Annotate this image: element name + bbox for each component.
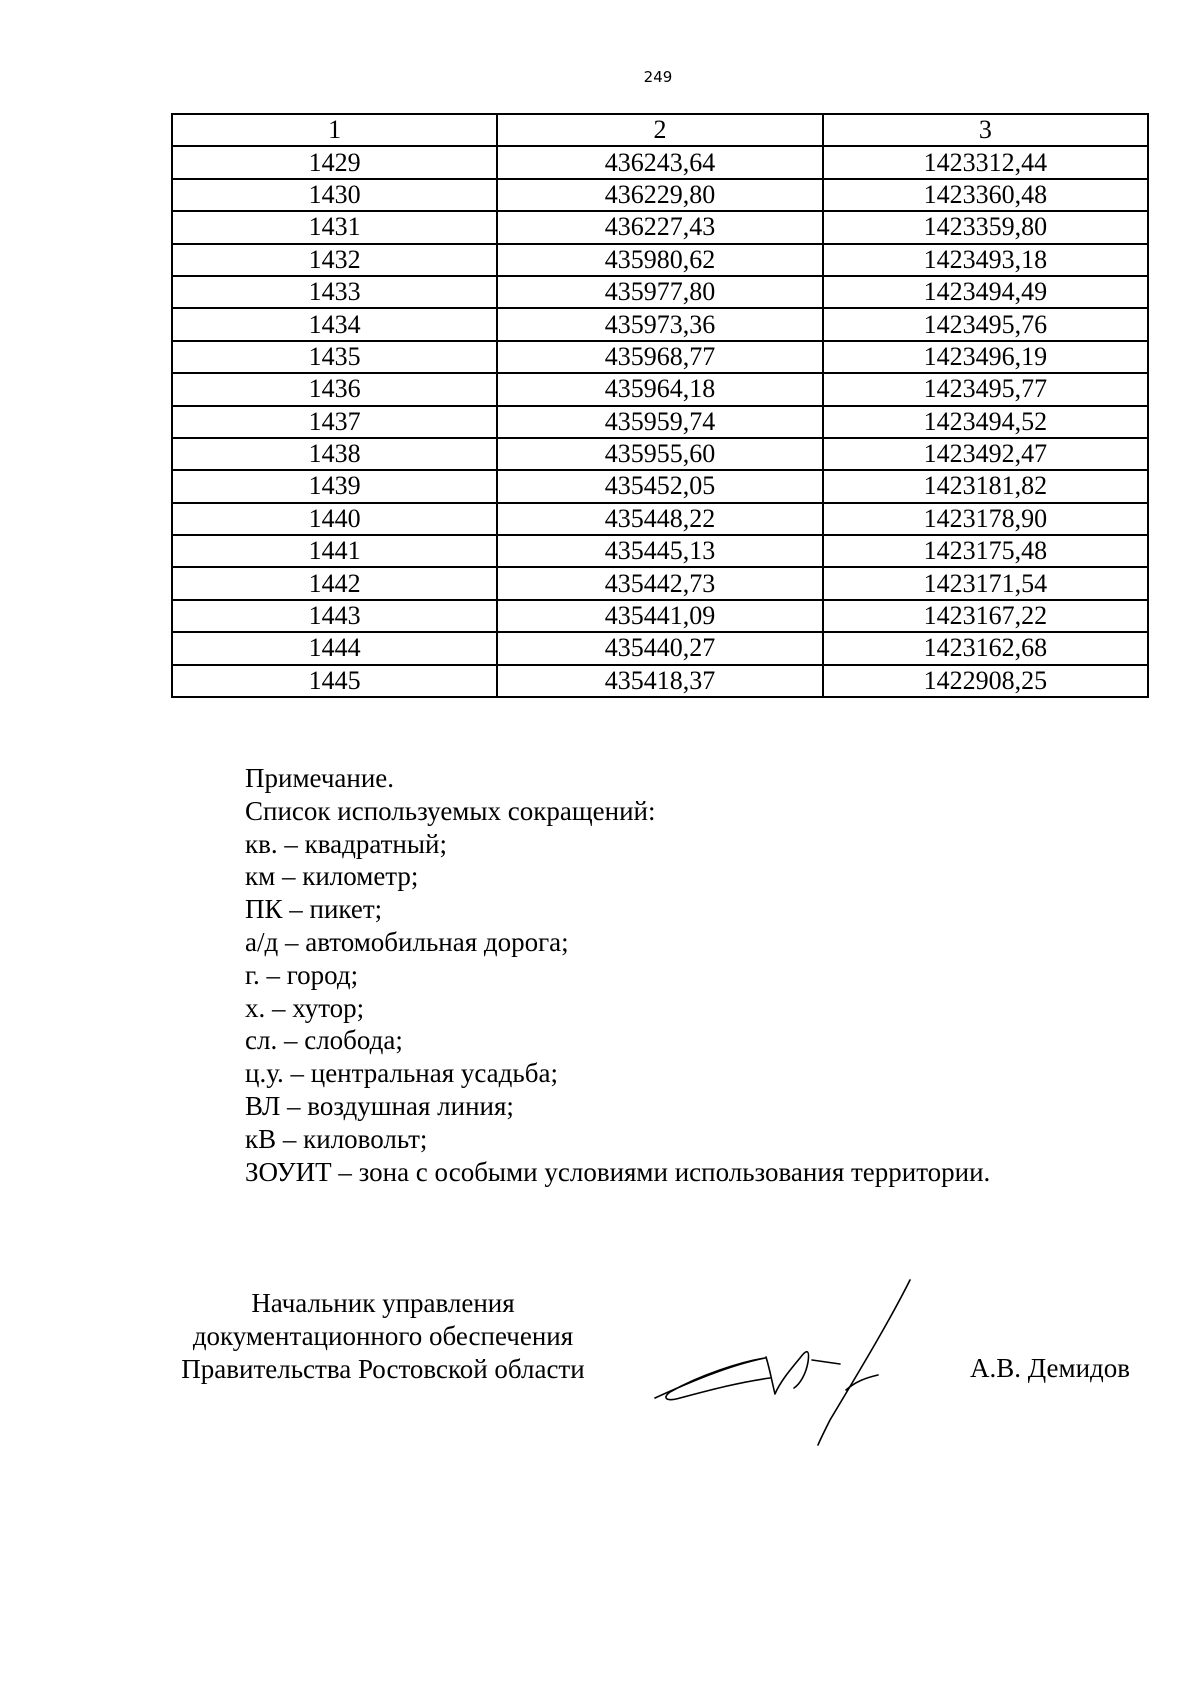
table-cell: 1423359,80 <box>823 211 1148 243</box>
table-cell: 1445 <box>172 665 497 697</box>
table-cell: 435440,27 <box>497 632 822 664</box>
signatory-position-line: Правительства Ростовской области <box>181 1354 585 1384</box>
abbreviation-item: а/д – автомобильная дорога; <box>245 926 569 957</box>
table-cell: 435448,22 <box>497 503 822 535</box>
coordinates-table-body <box>172 114 1148 697</box>
table-cell: 1423162,68 <box>823 632 1148 664</box>
table-cell: 1432 <box>172 244 497 276</box>
notes-section <box>245 762 990 1188</box>
table-cell: 1423167,22 <box>823 600 1148 632</box>
abbreviation-item: ВЛ – воздушная линия; <box>245 1090 514 1121</box>
table-cell: 1423178,90 <box>823 503 1148 535</box>
table-cell: 436229,80 <box>497 179 822 211</box>
page-number: 249 <box>643 68 673 86</box>
signatory-position-line: документационного обеспечения <box>192 1321 574 1351</box>
table-row <box>172 406 1148 438</box>
table-cell: 1438 <box>172 438 497 470</box>
table-row <box>172 146 1148 178</box>
table-row <box>172 665 1148 697</box>
table-cell: 1423492,47 <box>823 438 1148 470</box>
table-cell: 1430 <box>172 179 497 211</box>
table-row <box>172 341 1148 373</box>
table-cell: 435445,13 <box>497 535 822 567</box>
table-cell: 1422908,25 <box>823 665 1148 697</box>
table-cell: 1431 <box>172 211 497 243</box>
table-cell: 435959,74 <box>497 406 822 438</box>
table-cell: 1434 <box>172 308 497 340</box>
table-row <box>172 276 1148 308</box>
table-cell: 436227,43 <box>497 211 822 243</box>
table-row <box>172 600 1148 632</box>
table-cell: 1423181,82 <box>823 470 1148 502</box>
table-cell: 435452,05 <box>497 470 822 502</box>
abbreviation-item: ПК – пикет; <box>245 894 383 925</box>
table-cell: 1436 <box>172 373 497 405</box>
abbreviation-item: г. – город; <box>245 959 359 990</box>
table-row <box>172 244 1148 276</box>
table-cell: 1423171,54 <box>823 567 1148 599</box>
signatory-position <box>168 1287 598 1386</box>
signatory-position-line: Начальник управления <box>251 1288 515 1318</box>
table-header-row <box>172 114 1148 146</box>
table-cell: 1440 <box>172 503 497 535</box>
notes-title: Примечание. <box>245 763 395 793</box>
column-header: 3 <box>823 114 1148 146</box>
table-cell: 435964,18 <box>497 373 822 405</box>
abbreviation-item: сл. – слобода; <box>245 1025 403 1056</box>
abbreviation-item: км – километр; <box>245 861 419 892</box>
table-cell: 435968,77 <box>497 341 822 373</box>
table-cell: 1444 <box>172 632 497 664</box>
table-cell: 1435 <box>172 341 497 373</box>
table-cell: 1423494,52 <box>823 406 1148 438</box>
abbreviation-item: кВ – киловольт; <box>245 1123 428 1154</box>
table-cell: 435955,60 <box>497 438 822 470</box>
table-cell: 1423175,48 <box>823 535 1148 567</box>
signatory-name: А.В. Демидов <box>970 1353 1131 1383</box>
table-cell: 435973,36 <box>497 308 822 340</box>
table-cell: 1423496,19 <box>823 341 1148 373</box>
table-cell: 1423494,49 <box>823 276 1148 308</box>
table-row <box>172 567 1148 599</box>
abbreviation-item: ц.у. – центральная усадьба; <box>245 1058 558 1089</box>
table-cell: 436243,64 <box>497 146 822 178</box>
table-cell: 435418,37 <box>497 665 822 697</box>
notes-subtitle: Список используемых сокращений: <box>245 795 656 826</box>
column-header: 1 <box>172 114 497 146</box>
table-cell: 1433 <box>172 276 497 308</box>
table-cell: 1423360,48 <box>823 179 1148 211</box>
table-row <box>172 179 1148 211</box>
table-cell: 435977,80 <box>497 276 822 308</box>
table-row <box>172 632 1148 664</box>
table-cell: 435441,09 <box>497 600 822 632</box>
table-row <box>172 535 1148 567</box>
table-row <box>172 373 1148 405</box>
table-row <box>172 503 1148 535</box>
table-cell: 1423312,44 <box>823 146 1148 178</box>
coordinates-table <box>171 113 1149 698</box>
abbreviation-item: ЗОУИТ – зона с особыми условиями использования территории. <box>245 1156 991 1187</box>
table-cell: 435442,73 <box>497 567 822 599</box>
table-cell: 1443 <box>172 600 497 632</box>
table-cell: 1441 <box>172 535 497 567</box>
table-cell: 1423495,77 <box>823 373 1148 405</box>
abbreviation-item: кв. – квадратный; <box>245 828 447 859</box>
table-row <box>172 438 1148 470</box>
abbreviation-item: х. – хутор; <box>245 992 365 1023</box>
column-header: 2 <box>497 114 822 146</box>
table-row <box>172 308 1148 340</box>
table-cell: 1429 <box>172 146 497 178</box>
table-cell: 1437 <box>172 406 497 438</box>
table-cell: 1442 <box>172 567 497 599</box>
table-row <box>172 470 1148 502</box>
handwritten-signature <box>650 1270 950 1450</box>
table-cell: 435980,62 <box>497 244 822 276</box>
table-cell: 1439 <box>172 470 497 502</box>
table-cell: 1423495,76 <box>823 308 1148 340</box>
table-row <box>172 211 1148 243</box>
table-cell: 1423493,18 <box>823 244 1148 276</box>
